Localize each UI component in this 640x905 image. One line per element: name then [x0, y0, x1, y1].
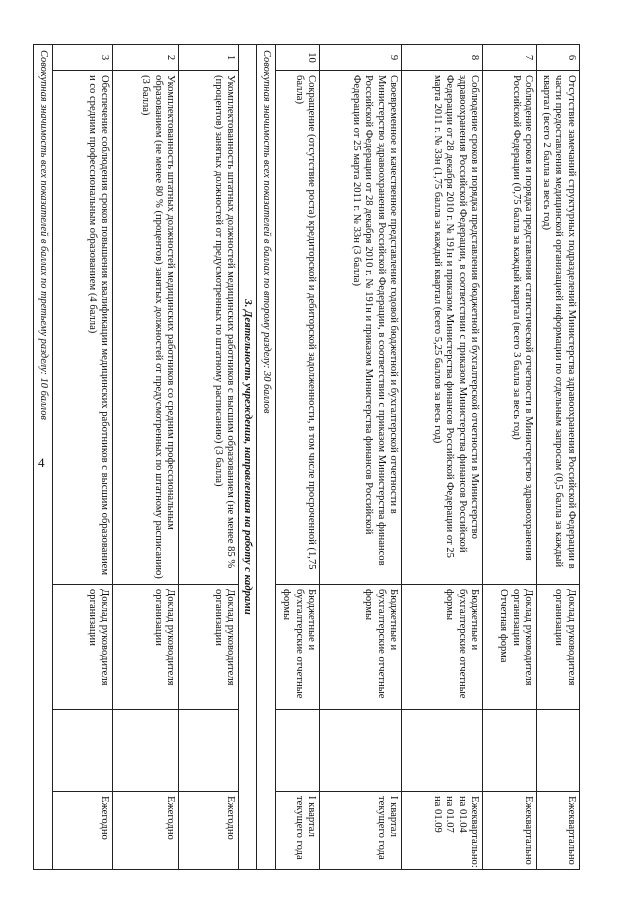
source-document: Доклад руководителя организации: [179, 585, 239, 710]
row-number: 1: [179, 45, 239, 71]
section-2-rows: [276, 45, 580, 870]
reporting-period: Ежегодно: [113, 792, 179, 870]
rotated-table-sheet: [38, 44, 580, 869]
criterion-text: Своевременное и качественное представление годовой бюджетной и бухгалтерской отчетности в Министерство здравоохранения Российской Федерации, в соответствии с приказом Министерства финансов Российской Федерации от 28 декабря 2010 г. № 191н и приказом Министерства финансов Российской Федерации от 25 марта 2011 г. № 33н (3 балла): [320, 71, 402, 585]
source-document: Доклад руководителя организации: [537, 585, 580, 710]
reporting-period: [320, 792, 402, 870]
reporting-period-line: I квартал: [388, 796, 400, 837]
table-row: [320, 45, 402, 870]
summary-text: Совокупная значимость всех показателей в баллах по второму разделу: 30 баллов: [257, 45, 276, 870]
blank-cell: [402, 710, 483, 792]
section-header-row: [239, 45, 257, 870]
table-row: [179, 45, 239, 870]
criterion-text: Отсутствие замечаний структурных подразделений Министерства здравоохранения Российской Федерации в части предоставления медицинской организацией информации по отдельным запросам (0,5 балла за каждый квартал (всего 2 балла за весь год): [537, 71, 580, 585]
summary-row: [257, 45, 276, 870]
row-number: 2: [113, 45, 179, 71]
blank-cell: [113, 710, 179, 792]
table-row: [402, 45, 483, 870]
table-row: [113, 45, 179, 870]
row-number: 7: [483, 45, 537, 71]
reporting-period-line: на 01.07: [444, 796, 456, 833]
row-number: 10: [276, 45, 320, 71]
reporting-period: [276, 792, 320, 870]
source-document: Бюджетные и бухгалтерские отчетные формы: [402, 585, 483, 710]
criterion-text: Соблюдение сроков и порядка представления статистической отчетности в Министерство здравоохранения Российской Федерации (0,75 балла за каждый квартал (всего 3 балла за весь год): [483, 71, 537, 585]
reporting-period: Ежеквартально: [537, 792, 580, 870]
row-number: 3: [53, 45, 113, 71]
page-number: 4: [38, 455, 45, 470]
blank-cell: [179, 710, 239, 792]
source-document: Бюджетные и бухгалтерские отчетные формы: [276, 585, 320, 710]
section-3-summary: [34, 45, 53, 870]
summary-text: Совокупная значимость всех показателей в баллах по третьему разделу: 10 баллов: [34, 45, 53, 870]
source-document: Бюджетные и бухгалтерские отчетные формы: [320, 585, 402, 710]
reporting-period-line: на 01.09: [432, 796, 443, 833]
criterion-text: Обеспечение соблюдения сроков повышения квалификации медицинских работников с высшим образованием и со средним профессиональным образованием (4 балла): [53, 71, 113, 585]
source-document-line: Доклад руководителя организации: [511, 589, 535, 686]
table-row: [276, 45, 320, 870]
row-number: 9: [320, 45, 402, 71]
table-row: [537, 45, 580, 870]
criterion-text: Сокращение (отсутствие роста) кредиторской и дебиторской задолженности, в том числе просроченной (1,75 балла): [276, 71, 320, 585]
summary-row: [34, 45, 53, 870]
table-row: [53, 45, 113, 870]
reporting-period: [402, 792, 483, 870]
source-document: Доклад руководителя организации: [113, 585, 179, 710]
criterion-text: Укомплектованность штатных должностей медицинских работников с высшим образованием (не менее 85 % (процентов) занятых должностей от предусмотренных по штатному расписанию) (3 балла): [179, 71, 239, 585]
blank-cell: [53, 710, 113, 792]
criterion-text: Укомплектованность штатных должностей медицинских работников со средним профессиональным образованием (не менее 80 % (процентов) занятых должностей от предусмотренных по штатному расписанию) (3 балла): [113, 71, 179, 585]
blank-cell: [276, 710, 320, 792]
section-2-summary: [239, 45, 276, 870]
blank-cell: [537, 710, 580, 792]
source-document: [483, 585, 537, 710]
criterion-text: Соблюдение сроков и порядка представления бюджетной и бухгалтерской отчетности в Министерство здравоохранения Российской Федерации, в соответствии с приказом Министерства финансов Российской Федерации от 28 декабря 2010 г. № 191н и приказом Министерства финансов Российской Федерации от 25 марта 2011 г. № 33н (1,75 балла за каждый квартал (всего 5,25 баллов за весь год): [402, 71, 483, 585]
blank-cell: [320, 710, 402, 792]
reporting-period: Ежеквартально: [483, 792, 537, 870]
row-number: 8: [402, 45, 483, 71]
reporting-period-line: текущего года: [294, 796, 305, 860]
criteria-table: [33, 44, 580, 870]
section-title: 3. Деятельность учреждения, направленная на работу с кадрами: [239, 45, 257, 870]
reporting-period-line: I квартал: [306, 796, 318, 837]
reporting-period-line: текущего года: [376, 796, 387, 860]
source-document: Доклад руководителя организации: [53, 585, 113, 710]
reporting-period: Ежегодно: [179, 792, 239, 870]
reporting-period-line: Ежеквартально:: [469, 796, 481, 868]
section-3-rows: [53, 45, 239, 870]
blank-cell: [483, 710, 537, 792]
reporting-period: Ежегодно: [53, 792, 113, 870]
row-number: 6: [537, 45, 580, 71]
table-row: [483, 45, 537, 870]
source-document-line: Отчетная форма: [498, 589, 510, 663]
reporting-period-line: на 01.04: [457, 796, 468, 833]
